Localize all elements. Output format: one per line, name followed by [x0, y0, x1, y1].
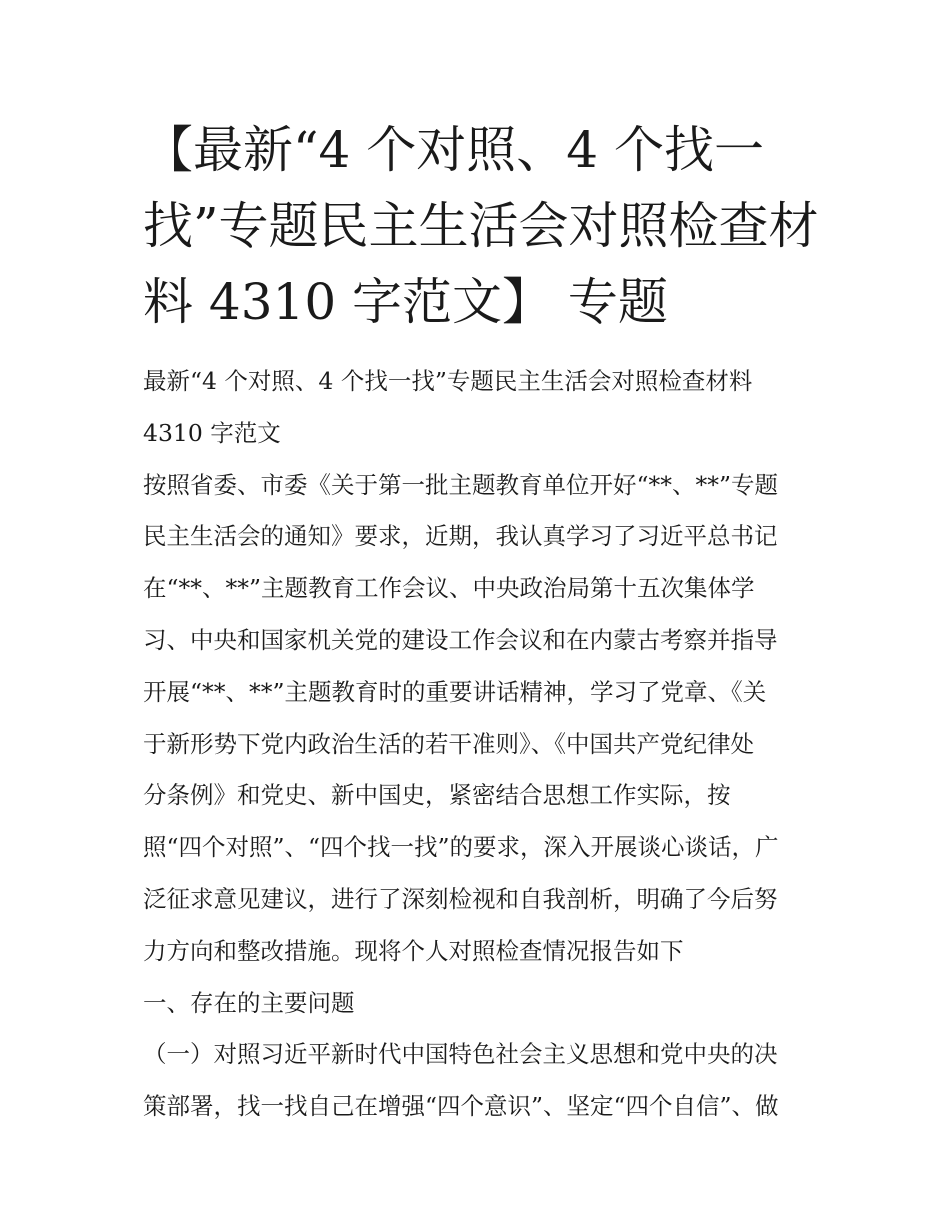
body-line: （一）对照习近平新时代中国特色社会主义思想和党中央的决	[143, 1040, 778, 1069]
title-line: 找”专题民主生活会对照检查材	[143, 197, 819, 255]
body-line: 照“四个对照”、“四个找一找”的要求，深入开展谈心谈话，广	[143, 833, 779, 862]
body-line: 力方向和整改措施。现将个人对照检查情况报告如下	[143, 936, 684, 965]
body-line: 于新形势下党内政治生活的若干准则》、《中国共产党纪律处	[143, 729, 754, 758]
body-line: 民主生活会的通知》要求，近期，我认真学习了习近平总书记	[143, 522, 778, 551]
body-line: 开展“**、**”主题教育时的重要讲话精神，学习了党章、《关	[143, 677, 767, 706]
body-line: 分条例》和党史、新中国史，紧密结合思想工作实际，按	[143, 781, 731, 810]
body-line: 最新“4 个对照、4 个找一找”专题民主生活会对照检查材料	[143, 367, 753, 395]
body-line: 4310 字范文	[143, 418, 281, 447]
body-line: 习、中央和国家机关党的建设工作会议和在内蒙古考察并指导	[143, 625, 778, 654]
document-title	[143, 112, 833, 340]
title-line: 【最新“4 个对照、4 个找一	[143, 121, 764, 179]
body-line: 按照省委、市委《关于第一批主题教育单位开好“**、**”专题	[143, 470, 779, 499]
title-line: 料 4310 字范文】 专题	[143, 273, 668, 331]
body-line: 策部署，找一找自己在增强“四个意识”、坚定“四个自信”、做	[143, 1092, 779, 1121]
body-line: 在“**、**”主题教育工作会议、中央政治局第十五次集体学	[143, 574, 755, 603]
body-line: 泛征求意见建议，进行了深刻检视和自我剖析，明确了今后努	[143, 884, 778, 913]
section-heading: 一、存在的主要问题	[143, 988, 355, 1017]
document-body	[143, 356, 843, 1133]
